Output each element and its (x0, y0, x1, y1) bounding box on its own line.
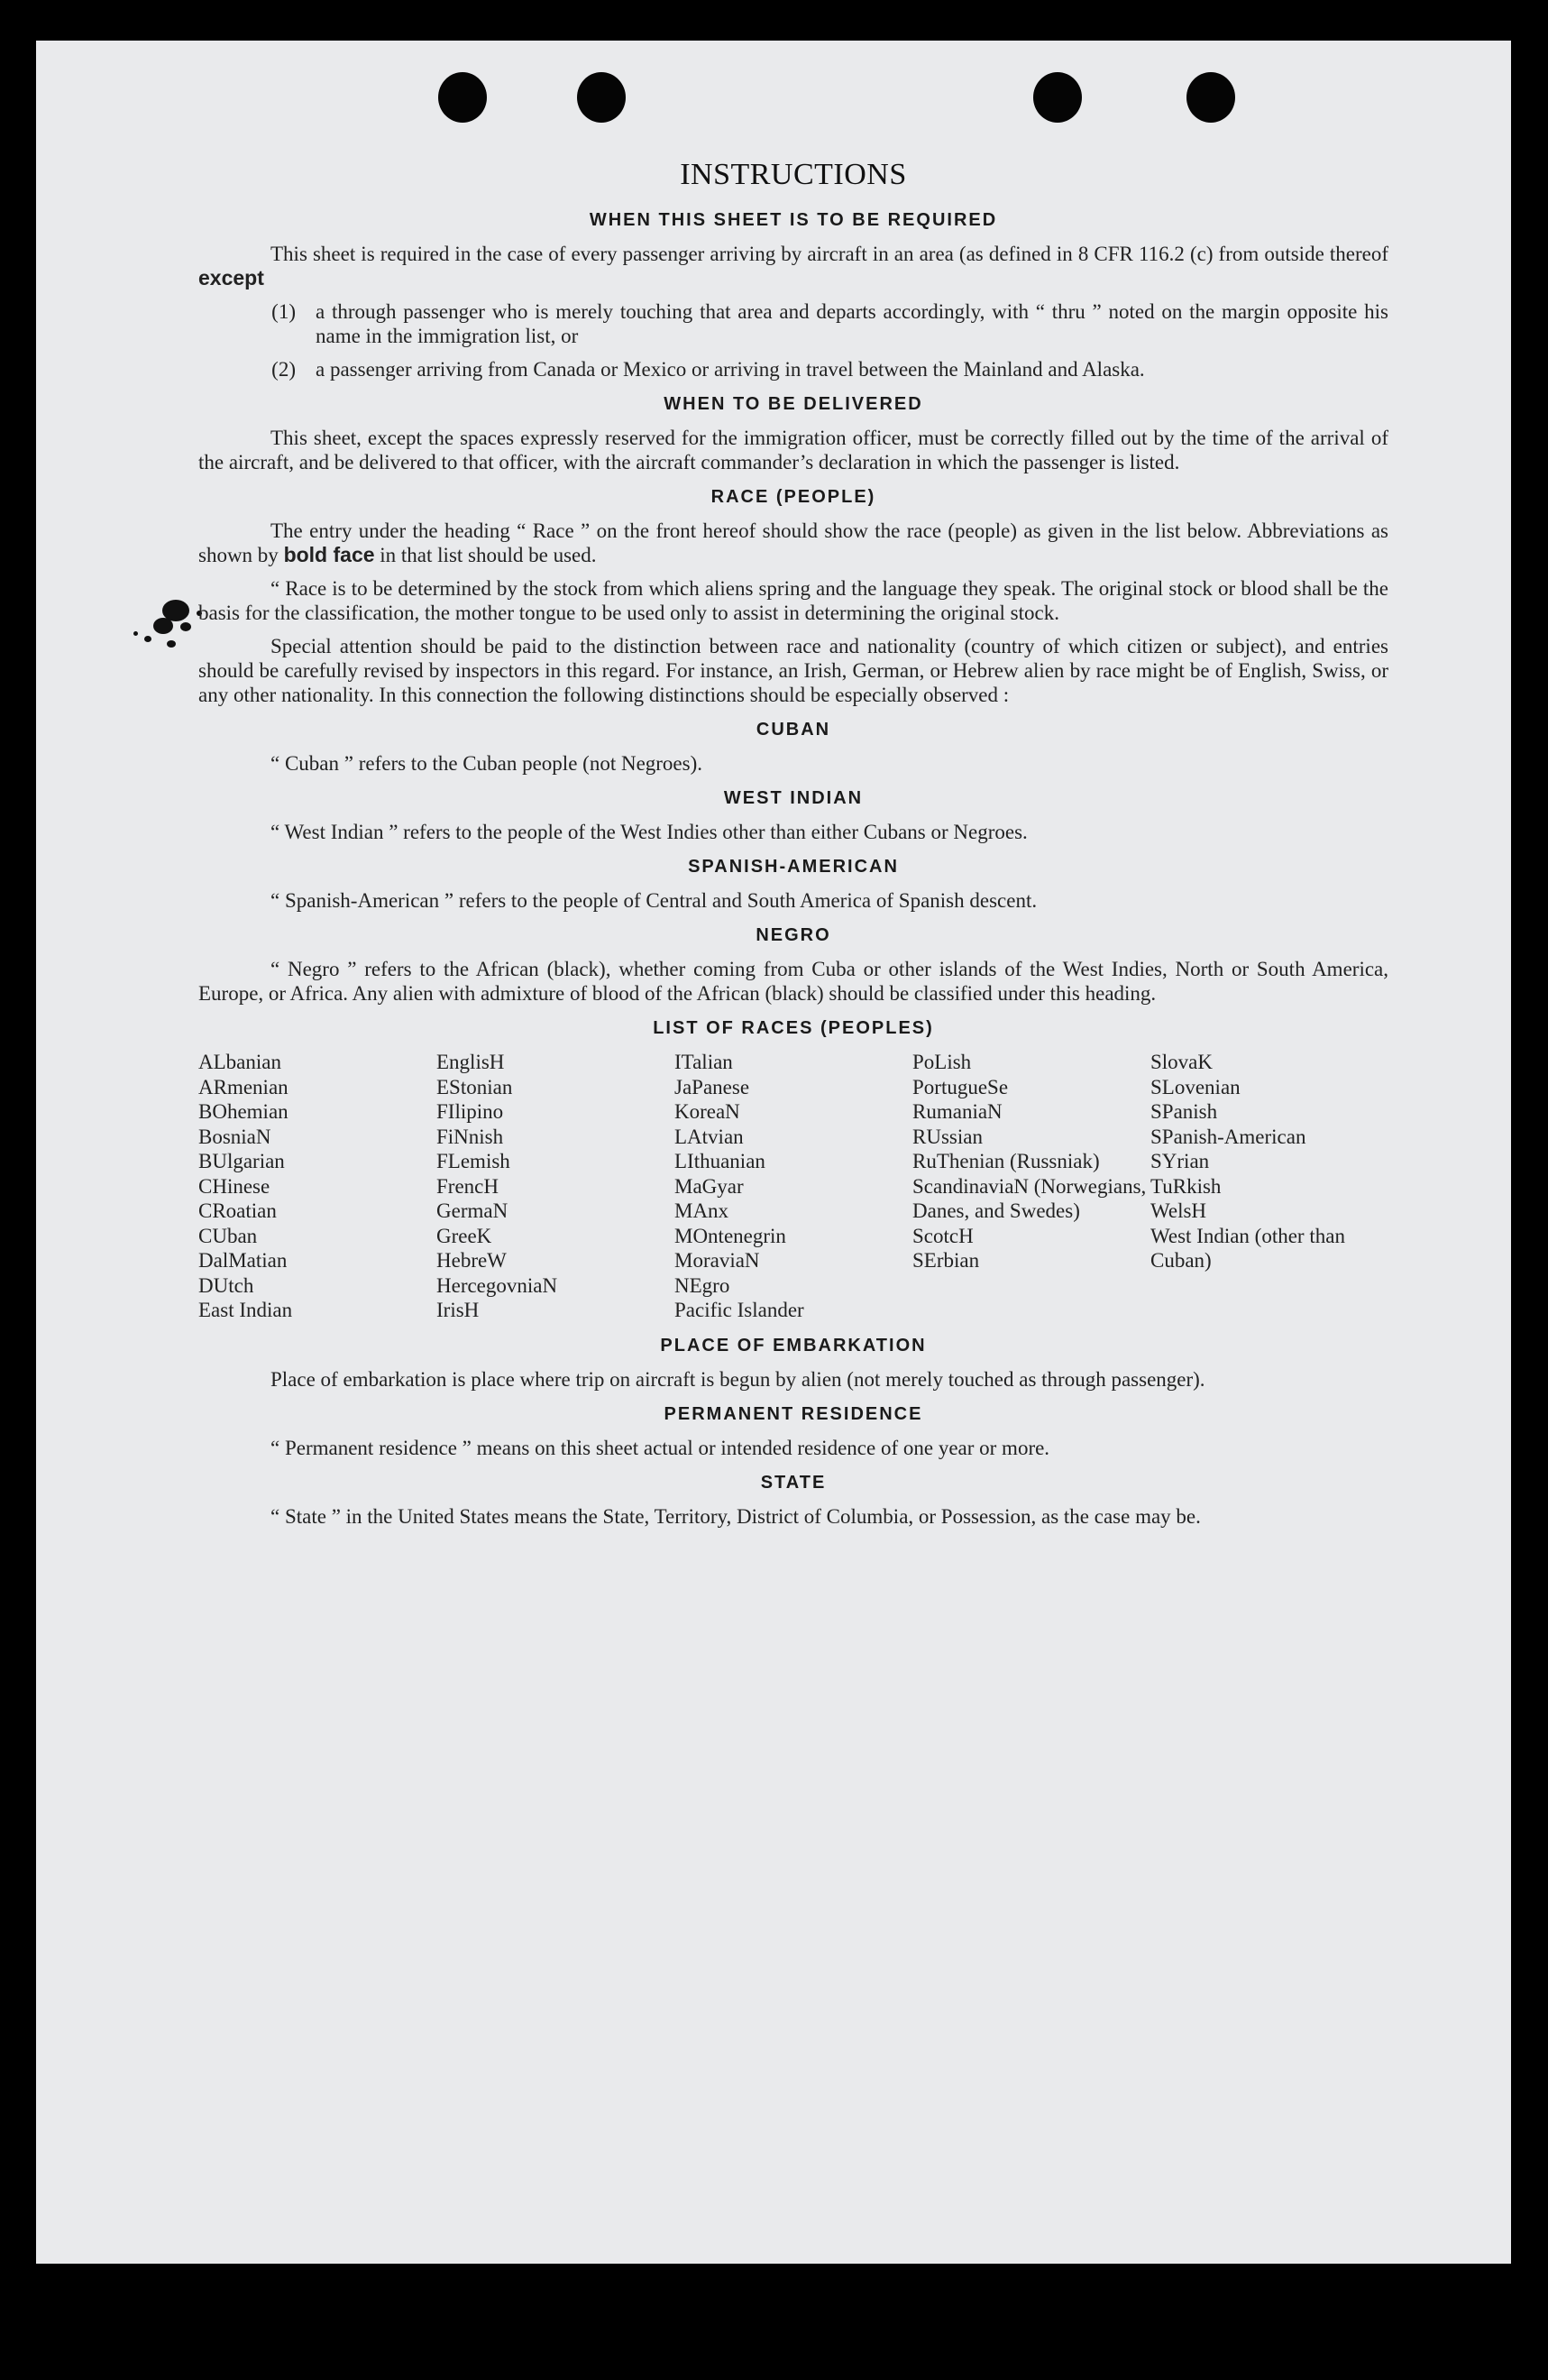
list-item: ITalian (674, 1051, 733, 1073)
list-item: HercegovniaN (436, 1273, 558, 1297)
list-item: ARmenian (198, 1075, 289, 1098)
list-item: East Indian (198, 1299, 293, 1321)
list-item: ALbanian (198, 1051, 281, 1073)
document-sheet (36, 41, 1511, 2264)
races-list (198, 1050, 1388, 1323)
list-item: DalMatian (198, 1249, 288, 1272)
heading-west-indian: WEST INDIAN (723, 788, 864, 808)
list-item: ScandinaviaN (Norwegians, Danes, and Swedes) (912, 1174, 1147, 1222)
delivered-text: This sheet, except the spaces expressly reserved for the immigration officer, must be correctly filled out by the time of the arrival of the aircraft, and be delivered to that officer, with the aircraft commander’s declaration in which the passenger is listed. (198, 427, 1388, 473)
list-item: CHinese (198, 1174, 270, 1198)
required-intro: This sheet is required in the case of every passenger arriving by aircraft in an area (as defined in 8 CFR 116.2 (c) from outside thereof except (198, 243, 1388, 289)
list-item: RUssian (912, 1125, 983, 1148)
list-item: SYrian (1150, 1150, 1210, 1172)
list-item: FiNnish (436, 1125, 504, 1148)
races-column-1 (198, 1050, 436, 1323)
races-column-5 (1150, 1050, 1388, 1323)
bold-face-label: bold face (283, 543, 375, 566)
list-item: RuThenian (Russniak) (912, 1150, 1100, 1172)
negro-text: “ Negro ” refers to the African (black), whether coming from Cuba or other islands of the West Indies, North or South America, Europe, or Africa. Any alien with admixture of blood of the African (black) should be classified under this heading. (198, 958, 1388, 1005)
races-column-3 (674, 1050, 912, 1323)
list-item: SLovenian (1150, 1075, 1241, 1098)
heading-races-list: LIST OF RACES (PEOPLES) (653, 1018, 934, 1038)
list-item: SPanish-American (1150, 1125, 1306, 1148)
list-item: NEgro (674, 1273, 730, 1297)
list-item: MOntenegrin (674, 1224, 786, 1247)
heading-residence: PERMANENT RESIDENCE (664, 1403, 923, 1424)
list-item: LAtvian (674, 1125, 744, 1148)
list-item: BOhemian (198, 1100, 289, 1123)
list-item: PoLish (912, 1051, 972, 1073)
punch-hole (577, 72, 626, 123)
list-item: EnglisH (436, 1051, 505, 1073)
heading-cuban: CUBAN (756, 720, 831, 740)
races-column-4 (912, 1050, 1150, 1323)
races-column-2 (436, 1050, 674, 1323)
list-item: SErbian (912, 1249, 980, 1272)
list-item: EStonian (436, 1075, 513, 1098)
list-item: FIlipino (436, 1100, 504, 1123)
heading-race: RACE (PEOPLE) (710, 487, 876, 507)
page-title: INSTRUCTIONS (680, 158, 907, 191)
residence-text: “ Permanent residence ” means on this sheet actual or intended residence of one year or more. (270, 1436, 1050, 1459)
heading-negro: NEGRO (756, 925, 831, 945)
punch-hole (438, 72, 487, 123)
list-item: BosniaN (198, 1125, 271, 1148)
except-bold: except (198, 266, 264, 289)
heading-required: WHEN THIS SHEET IS TO BE REQUIRED (589, 210, 998, 230)
heading-embarkation: PLACE OF EMBARKATION (660, 1335, 927, 1355)
list-item: Pacific Islander (674, 1299, 804, 1321)
list-item: IrisH (436, 1299, 480, 1321)
list-item: KoreaN (674, 1100, 740, 1123)
list-item: ScotcH (912, 1224, 974, 1247)
race-paragraph-1: The entry under the heading “ Race ” on the front hereof should show the race (people) as given in the list below. Abbreviations as shown by bold face in that list should be used. (198, 519, 1388, 566)
list-item: JaPanese (674, 1075, 750, 1098)
instructions-content (198, 158, 1388, 1538)
exception-item-1: (1) a through passenger who is merely touching that area and departs accordingly, with “ thru ” noted on the margin opposite his name in the immigration list, or (271, 300, 1388, 347)
list-item: West Indian (other than Cuban) (1150, 1224, 1345, 1272)
embarkation-text: Place of embarkation is place where trip on aircraft is begun by alien (not merely touched as through passenger). (270, 1367, 1205, 1391)
list-item: MoraviaN (674, 1249, 760, 1272)
punch-hole (1186, 72, 1235, 123)
heading-state: STATE (760, 1472, 827, 1493)
list-item: CUban (198, 1224, 258, 1247)
cuban-text: “ Cuban ” refers to the Cuban people (not Negroes). (270, 752, 703, 775)
list-item: GermaN (436, 1199, 508, 1222)
list-item: FrencH (436, 1174, 499, 1198)
list-item: BUlgarian (198, 1150, 285, 1172)
list-item: HebreW (436, 1249, 507, 1272)
list-item: RumaniaN (912, 1100, 1003, 1123)
list-item: MaGyar (674, 1174, 744, 1198)
list-item: FLemish (436, 1150, 510, 1172)
exception-item-2: (2) a passenger arriving from Canada or Mexico or arriving in travel between the Mainland and Alaska. (271, 358, 1145, 381)
list-item: WelsH (1150, 1199, 1207, 1222)
spanish-american-text: “ Spanish-American ” refers to the people of Central and South America of Spanish descent. (270, 889, 1038, 912)
list-item: PortugueSe (912, 1075, 1009, 1098)
west-indian-text: “ West Indian ” refers to the people of the West Indies other than either Cubans or Negroes. (270, 821, 1028, 843)
list-item: SPanish (1150, 1100, 1218, 1123)
race-paragraph-3: Special attention should be paid to the distinction between race and nationality (country of which citizen or subject), and entries should be carefully revised by inspectors in this regard. For instance, an Irish, German, or Hebrew alien by race might be of English, Swiss, or any other nationality. In this connection the following distinctions should be especially observed : (198, 635, 1388, 706)
state-text: “ State ” in the United States means the State, Territory, District of Columbia, or Possession, as the case may be. (270, 1504, 1201, 1528)
list-item: TuRkish (1150, 1174, 1222, 1198)
heading-spanish-american: SPANISH-AMERICAN (688, 857, 899, 877)
race-paragraph-2: “ Race is to be determined by the stock from which aliens spring and the language they speak. The original stock or blood shall be the basis for the classification, the mother tongue to be used only to assist in determining the original stock. (198, 577, 1388, 624)
list-item: SlovaK (1150, 1051, 1213, 1073)
heading-delivered: WHEN TO BE DELIVERED (664, 394, 923, 414)
list-item: GreeK (436, 1224, 492, 1247)
punch-hole (1033, 72, 1082, 123)
list-item: LIthuanian (674, 1150, 765, 1172)
list-item: DUtch (198, 1273, 254, 1297)
list-item: CRoatian (198, 1199, 277, 1222)
list-item: MAnx (674, 1199, 729, 1222)
